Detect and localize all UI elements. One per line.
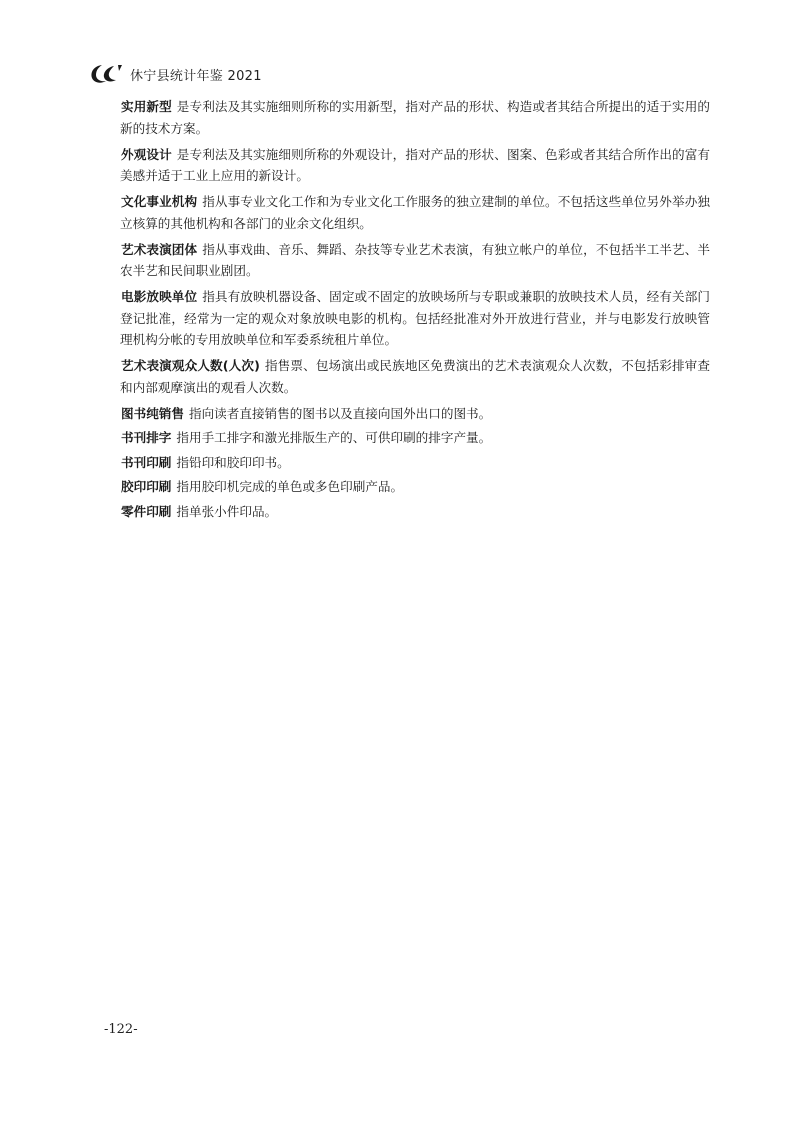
entry-design: [120, 144, 710, 187]
entry-text: 指单张小件印品。: [176, 503, 278, 519]
entry-text: 指向读者直接销售的图书以及直接向国外出口的图书。: [188, 405, 492, 421]
entry-film-unit: [120, 286, 710, 351]
entry-text: 指铅印和胶印印书。: [176, 454, 290, 470]
entry-utility-model: [120, 96, 710, 139]
entry-typesetting: [120, 427, 710, 449]
entry-text: 指具有放映机器设备、固定或不固定的放映场所与专职或兼职的放映技术人员，经有关部门登记批准，经常为一定的观众对象放映电影的机构。包括经批准对外开放进行营业，并与电影发行放映管理机构分帐的专用放映单位和军委系统租片单位。: [120, 289, 711, 347]
header-title: 休宁县统计年鉴 2021: [130, 68, 262, 84]
entry-offset-printing: [120, 476, 710, 498]
entry-book-sales: [120, 403, 710, 425]
entry-text: 指用手工排字和激光排版生产的、可供印刷的排字产量。: [176, 430, 492, 445]
entry-text: 指售票、包场演出或民族地区免费演出的艺术表演观众人次数，不包括彩排审查和内部观摩演出的观看人次数。: [120, 358, 710, 395]
entry-text: 是专利法及其实施细则所称的实用新型，指对产品的形状、构造或者其结合所提出的适于实用的新的技术方案。: [120, 99, 711, 136]
entry-term: 书刊排字: [121, 430, 172, 445]
document-body: [120, 96, 710, 525]
entry-term: 艺术表演团体: [121, 241, 198, 257]
entry-text: 指从事戏曲、音乐、舞蹈、杂技等专业艺术表演，有独立帐户的单位，不包括半工半艺、半农半艺和民间职业剧团。: [120, 241, 711, 278]
yearbook-logo-icon: [88, 62, 124, 86]
running-header: [88, 62, 262, 86]
entry-text: 指用胶印机完成的单色或多色印刷产品。: [176, 479, 404, 494]
entry-term: 电影放映单位: [121, 289, 198, 304]
entry-term: 外观设计: [121, 146, 172, 162]
entry-term: 实用新型: [121, 99, 172, 114]
entry-text: 是专利法及其实施细则所称的外观设计，指对产品的形状、图案、色彩或者其结合所作出的富有美感并适于工业上应用的新设计。: [120, 146, 711, 183]
page-number: -122-: [104, 1022, 138, 1037]
entry-term: 艺术表演观众人数(人次): [121, 358, 260, 373]
entry-term: 零件印刷: [121, 503, 172, 519]
entry-term: 胶印印刷: [121, 479, 172, 494]
entry-term: 书刊印刷: [121, 454, 172, 470]
entry-audience: [120, 355, 710, 398]
entry-performing-troupe: [120, 239, 710, 282]
entry-term: 图书纯销售: [121, 405, 184, 421]
entry-text: 指从事专业文化工作和为专业文化工作服务的独立建制的单位。不包括这些单位另外举办独立核算的其他机构和各部门的业余文化组织。: [120, 194, 711, 231]
entry-term: 文化事业机构: [121, 194, 198, 209]
entry-cultural-institution: [120, 191, 710, 234]
entry-job-printing: [120, 501, 710, 523]
entry-book-printing: [120, 452, 710, 474]
